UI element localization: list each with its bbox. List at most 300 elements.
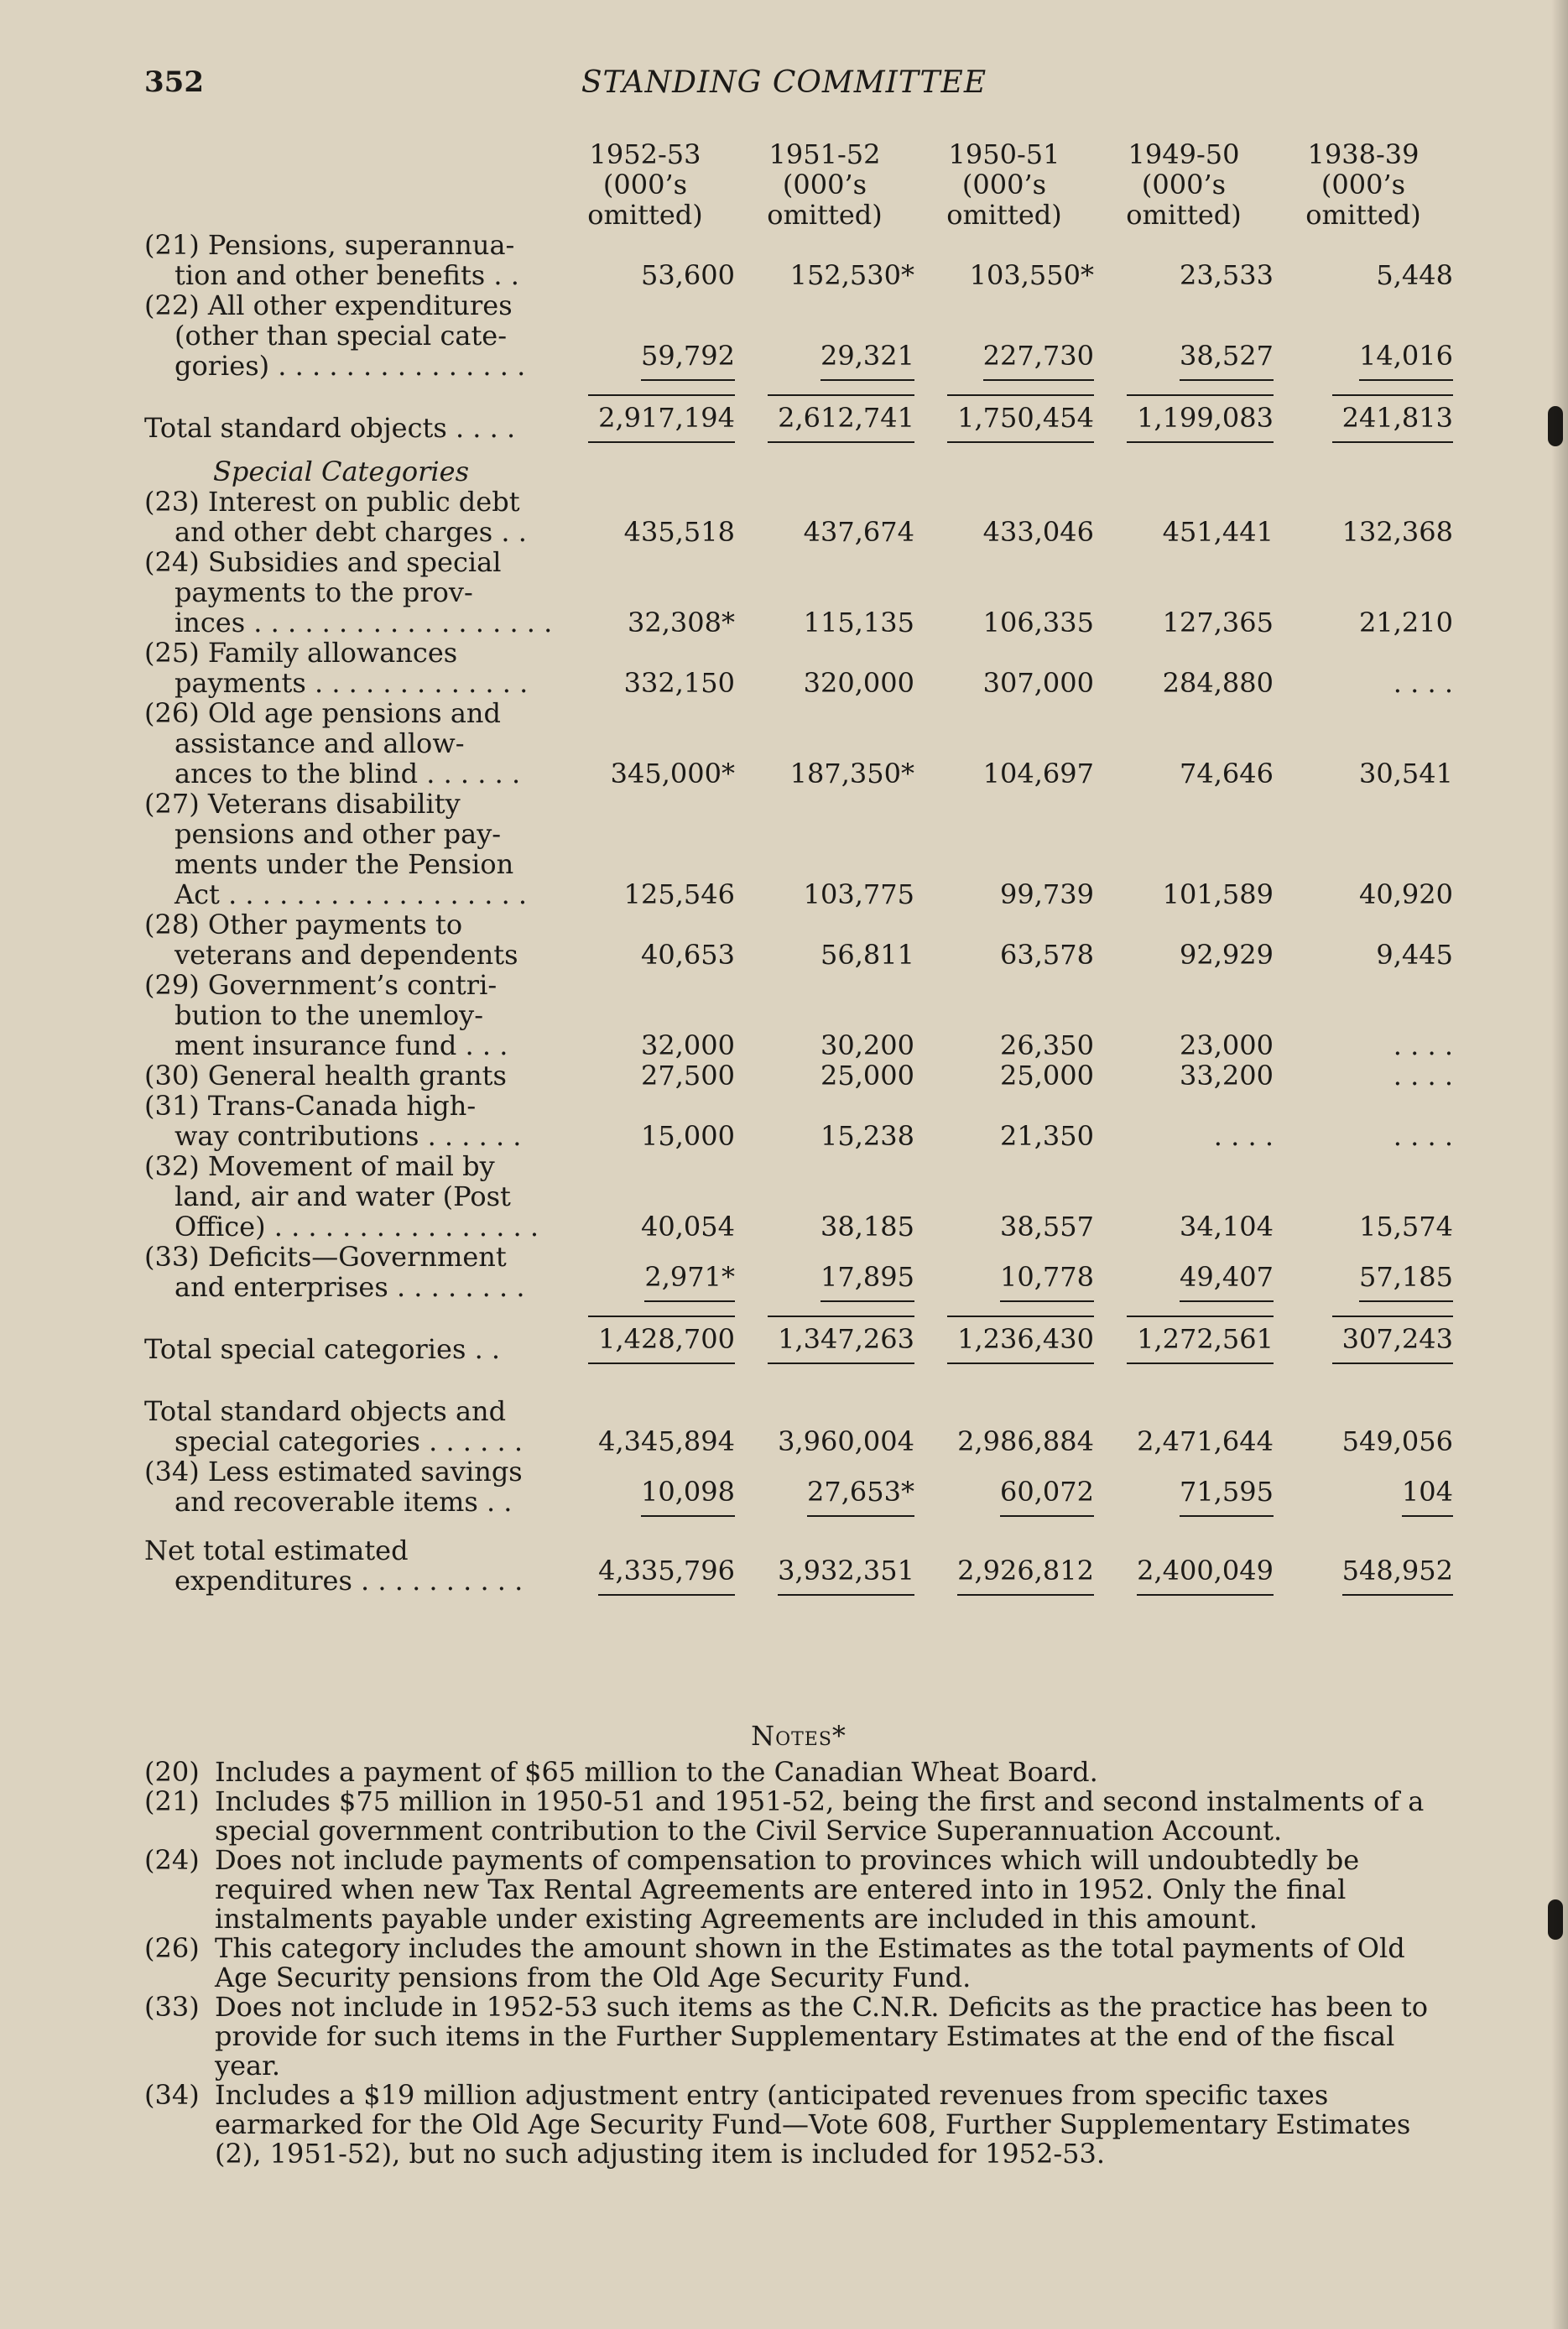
value-cell bbox=[555, 1060, 735, 1091]
value-cell bbox=[735, 970, 914, 1060]
value-cell bbox=[1094, 698, 1274, 789]
column-header-line: omitted) bbox=[1126, 199, 1242, 231]
label-column-header bbox=[144, 139, 555, 230]
row-label bbox=[144, 970, 555, 1060]
table-row bbox=[144, 698, 1453, 789]
value-cell bbox=[1274, 1242, 1453, 1302]
table-row bbox=[144, 290, 1453, 381]
value-cell bbox=[555, 381, 735, 456]
value-text: 4,335,796 bbox=[598, 1555, 735, 1596]
row-label-line: pensions and other pay- bbox=[175, 818, 502, 850]
value-text: 63,578 bbox=[1000, 939, 1094, 971]
spacer-row bbox=[144, 1517, 1453, 1535]
note-item bbox=[144, 1934, 1453, 1993]
row-label-line: (25) Family allowances bbox=[144, 637, 458, 669]
notes-title: Notes* bbox=[751, 1720, 847, 1752]
value-cell bbox=[1274, 290, 1453, 381]
row-label bbox=[144, 909, 555, 970]
row-label-line: ments under the Pension bbox=[175, 848, 514, 880]
row-label bbox=[144, 1396, 555, 1456]
row-label bbox=[144, 290, 555, 381]
column-header-line: 1950-51 bbox=[948, 138, 1060, 170]
value-cell bbox=[1274, 970, 1453, 1060]
value-text: 125,546 bbox=[623, 878, 735, 910]
value-text: 10,098 bbox=[641, 1477, 735, 1517]
row-label bbox=[144, 1302, 555, 1378]
value-cell bbox=[735, 789, 914, 909]
value-text: 241,813 bbox=[1332, 394, 1453, 443]
row-label-line: land, air and water (Post bbox=[175, 1180, 511, 1212]
value-text: 451,441 bbox=[1162, 516, 1274, 548]
column-header bbox=[555, 139, 735, 230]
note-text: Includes $75 million in 1950-51 and 1951-52, being the first and second instalments of a special government contribution to the Civil Service Superannuation Account. bbox=[215, 1785, 1425, 1847]
column-header-line: (000’s bbox=[1321, 169, 1406, 201]
value-cell bbox=[914, 381, 1094, 456]
spacer-cell bbox=[144, 1517, 1453, 1535]
value-text: 23,000 bbox=[1180, 1029, 1274, 1061]
row-label-line: payments . . . . . . . . . . . . . bbox=[175, 667, 529, 699]
value-text: 38,557 bbox=[1000, 1211, 1094, 1243]
value-text: 34,104 bbox=[1180, 1211, 1274, 1243]
value-text: 2,986,884 bbox=[957, 1425, 1094, 1457]
value-text: 38,185 bbox=[820, 1211, 914, 1243]
value-cell bbox=[555, 1242, 735, 1302]
value-cell bbox=[914, 1456, 1094, 1517]
value-text: 2,926,812 bbox=[957, 1555, 1094, 1596]
value-text: 307,243 bbox=[1332, 1316, 1453, 1364]
row-label bbox=[144, 456, 1453, 487]
column-header bbox=[1274, 139, 1453, 230]
row-label-line: payments to the prov- bbox=[175, 576, 473, 608]
row-label-line: (33) Deficits—Government bbox=[144, 1241, 507, 1273]
column-header-line: 1938-39 bbox=[1307, 138, 1420, 170]
value-text: 57,185 bbox=[1359, 1262, 1453, 1302]
value-text: 2,400,049 bbox=[1137, 1555, 1274, 1596]
column-header-line: omitted) bbox=[587, 199, 703, 231]
value-text: 127,365 bbox=[1162, 607, 1274, 638]
value-text: 15,238 bbox=[820, 1120, 914, 1152]
value-text: 49,407 bbox=[1180, 1262, 1274, 1302]
row-label-line: and enterprises . . . . . . . . bbox=[175, 1271, 525, 1303]
column-header-line: 1949-50 bbox=[1128, 138, 1240, 170]
row-label bbox=[144, 1535, 555, 1596]
column-header-line: omitted) bbox=[767, 199, 883, 231]
value-text: 33,200 bbox=[1180, 1060, 1274, 1092]
row-label-line: Total standard objects . . . . bbox=[144, 412, 516, 444]
row-label-line: (other than special cate- bbox=[175, 320, 508, 352]
value-cell bbox=[735, 1302, 914, 1378]
value-cell bbox=[914, 1242, 1094, 1302]
value-cell bbox=[914, 970, 1094, 1060]
value-cell bbox=[914, 230, 1094, 290]
value-text: 1,347,263 bbox=[768, 1316, 914, 1364]
value-text: 38,527 bbox=[1180, 341, 1274, 381]
table-row bbox=[144, 1060, 1453, 1091]
value-text: 59,792 bbox=[641, 341, 735, 381]
value-cell bbox=[735, 909, 914, 970]
table-row bbox=[144, 789, 1453, 909]
value-text: 101,589 bbox=[1162, 878, 1274, 910]
value-text: 32,000 bbox=[641, 1029, 735, 1061]
value-text: 53,600 bbox=[641, 259, 735, 291]
value-cell bbox=[1094, 1302, 1274, 1378]
value-text: 4,345,894 bbox=[598, 1425, 735, 1457]
spacer-cell bbox=[144, 1378, 1453, 1396]
value-cell bbox=[1094, 547, 1274, 638]
row-label-line: (23) Interest on public debt bbox=[144, 486, 520, 518]
value-text: 71,595 bbox=[1180, 1477, 1274, 1517]
value-text: 9,445 bbox=[1376, 939, 1453, 971]
column-header bbox=[914, 139, 1094, 230]
value-cell bbox=[1094, 230, 1274, 290]
row-label bbox=[144, 698, 555, 789]
value-cell bbox=[555, 1535, 735, 1596]
table-row bbox=[144, 909, 1453, 970]
table-row bbox=[144, 1242, 1453, 1302]
row-label-line: Net total estimated bbox=[144, 1534, 409, 1566]
value-text: . . . . bbox=[1393, 667, 1453, 699]
value-text: . . . . bbox=[1393, 1029, 1453, 1061]
value-text: 17,895 bbox=[820, 1262, 914, 1302]
value-cell bbox=[735, 698, 914, 789]
value-cell bbox=[735, 1151, 914, 1242]
row-label-line: Office) . . . . . . . . . . . . . . . . bbox=[175, 1211, 539, 1243]
row-label-line: and other debt charges . . bbox=[175, 516, 527, 548]
table-row bbox=[144, 1091, 1453, 1151]
value-text: 437,674 bbox=[803, 516, 914, 548]
note-item bbox=[144, 1758, 1453, 1787]
row-label-line: (32) Movement of mail by bbox=[144, 1150, 495, 1182]
value-cell bbox=[1274, 1151, 1453, 1242]
row-label-line: (34) Less estimated savings bbox=[144, 1456, 523, 1488]
value-text: 27,500 bbox=[641, 1060, 735, 1092]
value-text: 3,932,351 bbox=[778, 1555, 914, 1596]
row-label-line: (31) Trans-Canada high- bbox=[144, 1090, 477, 1122]
value-cell bbox=[735, 290, 914, 381]
value-text: 25,000 bbox=[1000, 1060, 1094, 1092]
expenditure-table bbox=[144, 139, 1453, 1596]
note-item bbox=[144, 1993, 1453, 2081]
value-text: 1,199,083 bbox=[1127, 394, 1274, 443]
note-ref: (21) bbox=[144, 1785, 200, 1817]
value-text: 15,574 bbox=[1359, 1211, 1453, 1243]
value-text: 152,530* bbox=[789, 259, 914, 291]
value-text: 21,350 bbox=[1000, 1120, 1094, 1152]
value-cell bbox=[1094, 1151, 1274, 1242]
value-text: 345,000* bbox=[610, 758, 735, 789]
table-row bbox=[144, 1151, 1453, 1242]
value-cell bbox=[914, 1535, 1094, 1596]
note-item bbox=[144, 1787, 1453, 1846]
value-text: 307,000 bbox=[982, 667, 1094, 699]
value-text: 29,321 bbox=[820, 341, 914, 381]
value-cell bbox=[914, 1151, 1094, 1242]
note-text: Includes a $19 million adjustment entry (anticipated revenues from specific taxes earmarked for the Old Age Security Fund—Vote 608, Further Supplementary Estimates (2), 1951-52), but no such adjusting item is included for 1952-53. bbox=[215, 2079, 1411, 2170]
value-text: 2,612,741 bbox=[768, 394, 914, 443]
value-text: 187,350* bbox=[789, 758, 914, 789]
value-cell bbox=[735, 547, 914, 638]
note-item bbox=[144, 1846, 1453, 1934]
value-text: 132,368 bbox=[1341, 516, 1453, 548]
value-text: 1,428,700 bbox=[588, 1316, 735, 1364]
row-label-line: Total standard objects and bbox=[144, 1395, 507, 1427]
value-cell bbox=[735, 381, 914, 456]
column-header-line: (000’s bbox=[782, 169, 867, 201]
value-cell bbox=[914, 547, 1094, 638]
value-text: 25,000 bbox=[820, 1060, 914, 1092]
row-label-line: bution to the unemloy- bbox=[175, 999, 483, 1031]
value-text: 32,308* bbox=[628, 607, 735, 638]
value-cell bbox=[1094, 970, 1274, 1060]
column-header-line: 1952-53 bbox=[589, 138, 701, 170]
value-cell bbox=[735, 1242, 914, 1302]
notes-section bbox=[144, 1722, 1453, 2169]
row-label bbox=[144, 1151, 555, 1242]
note-text: This category includes the amount shown in the Estimates as the total payments of Old Age Security pensions from the Old Age Security Fund. bbox=[215, 1932, 1405, 1993]
value-text: 332,150 bbox=[623, 667, 735, 699]
value-text: 99,739 bbox=[1000, 878, 1094, 910]
value-text: 2,971* bbox=[644, 1262, 735, 1302]
value-cell bbox=[1094, 789, 1274, 909]
row-label-line: special categories . . . . . . bbox=[175, 1425, 523, 1457]
column-header-line: 1951-52 bbox=[768, 138, 881, 170]
row-label bbox=[144, 487, 555, 547]
row-label bbox=[144, 1060, 555, 1091]
value-cell bbox=[914, 1091, 1094, 1151]
row-label-line: veterans and dependents bbox=[175, 939, 518, 971]
value-cell bbox=[735, 1456, 914, 1517]
spacer-row bbox=[144, 1378, 1453, 1396]
value-cell bbox=[1274, 1302, 1453, 1378]
value-cell bbox=[1094, 1535, 1274, 1596]
value-text: . . . . bbox=[1393, 1060, 1453, 1092]
note-ref: (24) bbox=[144, 1844, 200, 1876]
table-row bbox=[144, 547, 1453, 638]
value-text: 1,272,561 bbox=[1127, 1316, 1274, 1364]
running-head: STANDING COMMITTEE bbox=[581, 65, 987, 100]
value-cell bbox=[555, 290, 735, 381]
row-label-line: (22) All other expenditures bbox=[144, 289, 513, 321]
value-cell bbox=[555, 547, 735, 638]
note-text: Includes a payment of $65 million to the Canadian Wheat Board. bbox=[215, 1756, 1098, 1788]
table-row bbox=[144, 487, 1453, 547]
value-cell bbox=[1094, 381, 1274, 456]
row-label-line: assistance and allow- bbox=[175, 727, 465, 759]
value-text: 40,653 bbox=[641, 939, 735, 971]
value-text: 435,518 bbox=[623, 516, 735, 548]
row-label bbox=[144, 1242, 555, 1302]
value-text: 3,960,004 bbox=[778, 1425, 914, 1457]
value-cell bbox=[555, 230, 735, 290]
row-label bbox=[144, 547, 555, 638]
row-label-line: inces . . . . . . . . . . . . . . . . . . bbox=[175, 607, 553, 638]
page-edge-shadow bbox=[1551, 0, 1568, 2329]
note-ref: (20) bbox=[144, 1756, 200, 1788]
value-cell bbox=[555, 909, 735, 970]
value-cell bbox=[914, 789, 1094, 909]
value-cell bbox=[555, 487, 735, 547]
value-cell bbox=[555, 698, 735, 789]
table-row bbox=[144, 638, 1453, 698]
row-label-line: (26) Old age pensions and bbox=[144, 697, 501, 729]
value-cell bbox=[1274, 698, 1453, 789]
value-text: 26,350 bbox=[1000, 1029, 1094, 1061]
value-cell bbox=[1094, 487, 1274, 547]
value-cell bbox=[914, 638, 1094, 698]
value-cell bbox=[914, 487, 1094, 547]
value-cell bbox=[1274, 1535, 1453, 1596]
row-label-line: tion and other benefits . . bbox=[175, 259, 519, 291]
value-text: 60,072 bbox=[1000, 1477, 1094, 1517]
row-label bbox=[144, 1091, 555, 1151]
table-body bbox=[144, 230, 1453, 1596]
table-row bbox=[144, 1456, 1453, 1517]
table-header-row bbox=[144, 139, 1453, 230]
value-text: . . . . bbox=[1393, 1120, 1453, 1152]
row-label-line: (29) Government’s contri- bbox=[144, 969, 497, 1001]
value-cell bbox=[555, 1151, 735, 1242]
value-text: 1,750,454 bbox=[947, 394, 1094, 443]
value-cell bbox=[1094, 909, 1274, 970]
value-text: 40,054 bbox=[641, 1211, 735, 1243]
column-header-line: omitted) bbox=[1305, 199, 1421, 231]
value-cell bbox=[735, 638, 914, 698]
value-cell bbox=[735, 487, 914, 547]
value-text: 106,335 bbox=[982, 607, 1094, 638]
total-row bbox=[144, 381, 1453, 456]
note-text: Does not include in 1952-53 such items as the C.N.R. Deficits as the practice has been to provide for such items in the Further Supplementary Estimates at the end of the fiscal year. bbox=[215, 1991, 1428, 2082]
value-text: 27,653* bbox=[807, 1477, 914, 1517]
row-label-line: Act . . . . . . . . . . . . . . . . . . bbox=[175, 878, 528, 910]
value-text: 103,775 bbox=[803, 878, 914, 910]
value-cell bbox=[1274, 1091, 1453, 1151]
value-text: 5,448 bbox=[1376, 259, 1453, 291]
total-row bbox=[144, 1302, 1453, 1378]
row-label-line: expenditures . . . . . . . . . . bbox=[175, 1565, 524, 1597]
column-header-line: (000’s bbox=[602, 169, 688, 201]
value-cell bbox=[914, 698, 1094, 789]
value-cell bbox=[735, 1396, 914, 1456]
value-text: 2,917,194 bbox=[588, 394, 735, 443]
notes-list bbox=[144, 1758, 1453, 2169]
value-cell bbox=[555, 1091, 735, 1151]
value-cell bbox=[735, 1060, 914, 1091]
value-text: 40,920 bbox=[1359, 878, 1453, 910]
value-text: 433,046 bbox=[982, 516, 1094, 548]
value-text: 104,697 bbox=[982, 758, 1094, 789]
value-cell bbox=[1094, 1242, 1274, 1302]
row-label-line: way contributions . . . . . . bbox=[175, 1120, 522, 1152]
value-cell bbox=[1094, 1060, 1274, 1091]
value-text: 115,135 bbox=[803, 607, 914, 638]
column-header-line: (000’s bbox=[1141, 169, 1227, 201]
value-cell bbox=[1094, 1091, 1274, 1151]
value-text: 103,550* bbox=[969, 259, 1094, 291]
value-cell bbox=[555, 1396, 735, 1456]
value-text: 2,471,644 bbox=[1137, 1425, 1274, 1457]
value-cell bbox=[914, 1060, 1094, 1091]
column-header-line: omitted) bbox=[946, 199, 1062, 231]
row-label-line: gories) . . . . . . . . . . . . . . . bbox=[175, 350, 526, 382]
table-row bbox=[144, 970, 1453, 1060]
value-cell bbox=[1274, 547, 1453, 638]
column-header bbox=[1094, 139, 1274, 230]
section-heading-row bbox=[144, 456, 1453, 487]
row-label-line: (30) General health grants bbox=[144, 1060, 507, 1092]
row-label bbox=[144, 638, 555, 698]
row-label-line: (27) Veterans disability bbox=[144, 788, 461, 820]
value-text: 227,730 bbox=[983, 341, 1094, 381]
value-cell bbox=[1094, 1396, 1274, 1456]
value-cell bbox=[914, 909, 1094, 970]
row-label bbox=[144, 1456, 555, 1517]
value-cell bbox=[735, 1535, 914, 1596]
value-text: 320,000 bbox=[803, 667, 914, 699]
value-cell bbox=[555, 638, 735, 698]
row-label-line: Total special categories . . bbox=[144, 1333, 501, 1365]
value-text: 549,056 bbox=[1341, 1425, 1453, 1457]
value-text: 15,000 bbox=[641, 1120, 735, 1152]
value-cell bbox=[1094, 290, 1274, 381]
value-cell bbox=[555, 970, 735, 1060]
value-cell bbox=[1274, 1060, 1453, 1091]
value-cell bbox=[555, 789, 735, 909]
note-ref: (33) bbox=[144, 1991, 200, 2023]
row-label bbox=[144, 230, 555, 290]
value-cell bbox=[555, 1302, 735, 1378]
value-text: 104 bbox=[1402, 1477, 1453, 1517]
value-text: . . . . bbox=[1213, 1120, 1274, 1152]
note-ref: (34) bbox=[144, 2079, 200, 2111]
note-ref: (26) bbox=[144, 1932, 200, 1964]
value-cell bbox=[914, 1302, 1094, 1378]
value-cell bbox=[735, 230, 914, 290]
value-text: 21,210 bbox=[1359, 607, 1453, 638]
row-label-line: Special Categories bbox=[213, 456, 469, 487]
value-text: 30,200 bbox=[820, 1029, 914, 1061]
page-number: 352 bbox=[144, 65, 204, 99]
row-label bbox=[144, 381, 555, 456]
value-cell bbox=[1274, 909, 1453, 970]
value-cell bbox=[1274, 487, 1453, 547]
value-text: 92,929 bbox=[1180, 939, 1274, 971]
value-cell bbox=[1094, 1456, 1274, 1517]
row-label-line: (24) Subsidies and special bbox=[144, 546, 502, 578]
value-cell bbox=[1274, 638, 1453, 698]
row-label-line: (28) Other payments to bbox=[144, 909, 463, 940]
value-cell bbox=[555, 1456, 735, 1517]
value-text: 56,811 bbox=[820, 939, 914, 971]
row-label bbox=[144, 789, 555, 909]
table-row bbox=[144, 230, 1453, 290]
value-text: 10,778 bbox=[1000, 1262, 1094, 1302]
value-cell bbox=[1274, 230, 1453, 290]
value-text: 548,952 bbox=[1342, 1555, 1453, 1596]
column-header bbox=[735, 139, 914, 230]
value-text: 74,646 bbox=[1180, 758, 1274, 789]
value-text: 14,016 bbox=[1359, 341, 1453, 381]
table-row bbox=[144, 1396, 1453, 1456]
column-header-line: (000’s bbox=[961, 169, 1047, 201]
value-cell bbox=[914, 1396, 1094, 1456]
value-text: 30,541 bbox=[1359, 758, 1453, 789]
row-label-line: (21) Pensions, superannua- bbox=[144, 229, 515, 261]
note-item bbox=[144, 2081, 1453, 2169]
value-cell bbox=[1274, 1456, 1453, 1517]
value-text: 1,236,430 bbox=[947, 1316, 1094, 1364]
value-cell bbox=[1274, 381, 1453, 456]
value-cell bbox=[914, 290, 1094, 381]
